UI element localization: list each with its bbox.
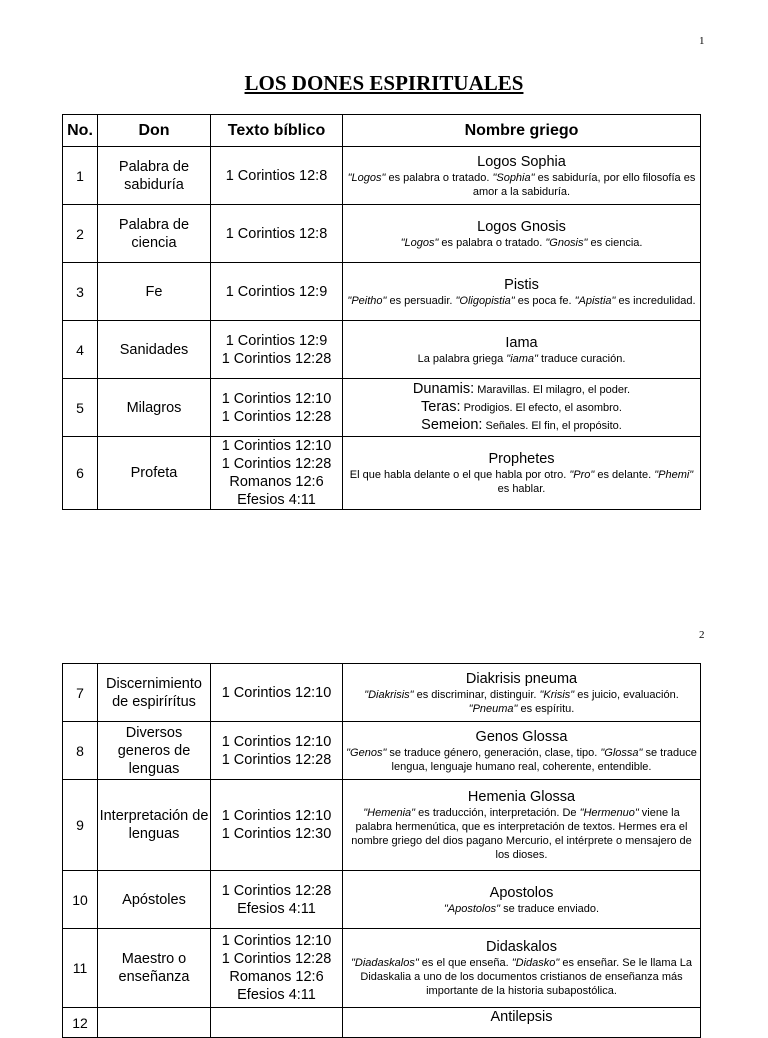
- bible-reference: 1 Corintios 12:28: [221, 408, 332, 425]
- bible-texts: [211, 263, 343, 321]
- bible-reference: Romanos 12:6: [229, 969, 324, 985]
- bible-reference: 1 Corintios 12:10: [221, 684, 332, 701]
- description-text: "Genos": [346, 746, 387, 759]
- description-text: "Hermenuo": [579, 807, 639, 819]
- table-row: [63, 871, 701, 929]
- bible-texts: [211, 437, 343, 510]
- bible-reference: 1 Corintios 12:10: [221, 390, 332, 407]
- bible-reference: 1 Corintios 12:28: [221, 350, 332, 367]
- table-row: [63, 722, 701, 780]
- bible-reference: Romanos 12:6: [229, 474, 324, 490]
- bible-reference: 1 Corintios 12:10: [221, 808, 332, 824]
- description-text: "Oligopistia": [455, 294, 515, 307]
- greek-name: Logos Gnosis: [477, 218, 566, 235]
- description-text: "Pro": [569, 469, 595, 481]
- greek-description: [344, 806, 699, 862]
- description-text: es el que enseña.: [418, 957, 512, 969]
- gift-name: Palabra de sabiduría: [98, 147, 211, 205]
- row-number: 12: [63, 1008, 98, 1038]
- gift-name: [98, 1008, 211, 1038]
- bible-reference: 1 Corintios 12:28: [221, 951, 332, 967]
- greek-term-meaning: Señales. El fin, el propósito.: [482, 419, 622, 432]
- description-text: se traduce género, generación, clase, tipo.: [386, 746, 601, 759]
- bible-reference: 1 Corintios 12:28: [221, 882, 332, 899]
- gift-name: Palabra de ciencia: [98, 205, 211, 263]
- description-text: "Phemi": [654, 469, 694, 481]
- bible-texts: [211, 147, 343, 205]
- greek-term: Semeion:: [421, 416, 483, 433]
- bible-texts: [211, 871, 343, 929]
- row-number: 9: [63, 780, 98, 871]
- bible-texts: [211, 929, 343, 1008]
- bible-reference: 1 Corintios 12:8: [225, 225, 328, 242]
- description-text: La palabra griega: [417, 352, 507, 365]
- row-number: 4: [63, 321, 98, 379]
- greek-name-cell: [343, 379, 701, 437]
- description-text: es palabra o tratado.: [438, 236, 546, 249]
- description-text: se traduce lengua, lenguaje humano real, coherente, entendible.: [391, 746, 697, 773]
- description-text: es traducción, interpretación. De: [415, 807, 580, 819]
- bible-texts: [211, 664, 343, 722]
- row-number: 3: [63, 263, 98, 321]
- description-text: es juicio, evaluación.: [574, 688, 679, 701]
- description-text: El que habla delante o el que habla por otro.: [349, 469, 570, 481]
- table-row: [63, 321, 701, 379]
- row-number: 7: [63, 664, 98, 722]
- greek-name-cell: [343, 321, 701, 379]
- greek-name-cell: [343, 205, 701, 263]
- description-text: "Glossa": [600, 746, 643, 759]
- row-number: 10: [63, 871, 98, 929]
- description-text: es hablar.: [497, 483, 546, 495]
- bible-reference: 1 Corintios 12:9: [225, 283, 328, 300]
- greek-name: Apostolos: [489, 884, 554, 901]
- greek-name-cell: [343, 437, 701, 510]
- greek-description: [344, 902, 699, 916]
- description-text: "Diakrisis": [364, 688, 414, 701]
- gift-name: Interpretación de lenguas: [98, 780, 211, 871]
- column-header-3: Texto bíblico: [211, 115, 343, 147]
- gift-name: Discernimiento de espirírítus: [98, 664, 211, 722]
- greek-term: Dunamis:: [412, 380, 475, 397]
- bible-reference: Efesios 4:11: [237, 900, 316, 917]
- bible-reference: 1 Corintios 12:10: [221, 933, 332, 949]
- bible-reference: 1 Corintios 12:30: [221, 826, 332, 842]
- description-text: "Diadaskalos": [351, 957, 419, 969]
- table-row: [63, 147, 701, 205]
- greek-name-cell: [343, 780, 701, 871]
- greek-description: [344, 688, 699, 716]
- bible-reference: 1 Corintios 12:8: [225, 167, 328, 184]
- description-text: "Sophia": [492, 171, 535, 184]
- table-row: [63, 929, 701, 1008]
- greek-name: Prophetes: [488, 451, 555, 467]
- row-number: 11: [63, 929, 98, 1008]
- description-text: "Apostolos": [443, 902, 501, 915]
- description-text: es delante.: [594, 469, 655, 481]
- gifts-table-page-2: [62, 663, 701, 1038]
- description-text: "iama": [506, 352, 538, 365]
- description-text: es sabiduría, por ello filosofía es amor a la sabiduría.: [472, 171, 696, 198]
- greek-name: Hemenia Glossa: [467, 789, 576, 805]
- greek-name-cell: [343, 263, 701, 321]
- greek-name: Antilepsis: [490, 1009, 553, 1025]
- description-text: "Logos": [347, 171, 386, 184]
- bible-reference: 1 Corintios 12:28: [221, 456, 332, 472]
- row-number: 1: [63, 147, 98, 205]
- table-row: [63, 205, 701, 263]
- bible-texts: [211, 379, 343, 437]
- table-header-row: [63, 115, 701, 147]
- document-title: LOS DONES ESPIRITUALES: [244, 71, 524, 95]
- greek-term-meaning: Prodigios. El efecto, el asombro.: [460, 401, 622, 414]
- description-text: traduce curación.: [537, 352, 626, 365]
- greek-term-line: [344, 381, 699, 399]
- greek-name-cell: [343, 664, 701, 722]
- description-text: es poca fe.: [514, 294, 575, 307]
- gifts-table-page-1: [62, 114, 701, 510]
- table-row: [63, 437, 701, 510]
- gift-name: Milagros: [98, 379, 211, 437]
- bible-reference: 1 Corintios 12:10: [221, 733, 332, 750]
- bible-reference: 1 Corintios 12:28: [221, 751, 332, 768]
- greek-name: Iama: [505, 334, 538, 351]
- description-text: es ciencia.: [587, 236, 643, 249]
- page-number: 1: [699, 35, 705, 47]
- greek-name: Didaskalos: [486, 939, 557, 955]
- greek-description: [344, 956, 699, 998]
- bible-reference: Efesios 4:11: [237, 492, 316, 508]
- greek-name-cell: [343, 929, 701, 1008]
- bible-reference: Efesios 4:11: [237, 987, 316, 1003]
- greek-name-cell: [343, 1008, 701, 1038]
- greek-name: Logos Sophia: [477, 153, 566, 170]
- description-text: es enseñar. Se le llama La Didaskalia a uno de los documentos cristianos de enseñanza más importante de la historia subapostólica.: [360, 957, 692, 997]
- bible-texts: [211, 321, 343, 379]
- greek-description: [344, 236, 699, 250]
- row-number: 8: [63, 722, 98, 780]
- table-row: [63, 780, 701, 871]
- greek-description: [344, 171, 699, 199]
- description-text: se traduce enviado.: [500, 902, 600, 915]
- row-number: 5: [63, 379, 98, 437]
- greek-name: Pistis: [504, 276, 539, 293]
- table-row: [63, 263, 701, 321]
- description-text: "Krisis": [539, 688, 575, 701]
- greek-term-meaning: Maravillas. El milagro, el poder.: [474, 383, 631, 396]
- greek-term: Teras:: [421, 398, 461, 415]
- row-number: 2: [63, 205, 98, 263]
- greek-term-line: [344, 417, 699, 435]
- bible-texts: [211, 205, 343, 263]
- bible-texts: [211, 1008, 343, 1038]
- greek-description: [344, 294, 699, 308]
- description-text: "Hemenia": [363, 807, 416, 819]
- greek-name-cell: [343, 147, 701, 205]
- table-row: [63, 664, 701, 722]
- gift-name: Sanidades: [98, 321, 211, 379]
- description-text: "Didasko": [511, 957, 560, 969]
- page-number: 2: [699, 629, 705, 641]
- description-text: "Gnosis": [545, 236, 588, 249]
- column-header-2: Don: [98, 115, 211, 147]
- description-text: "Apistia": [574, 294, 616, 307]
- gift-name: Apóstoles: [98, 871, 211, 929]
- description-text: "Peitho": [347, 294, 387, 307]
- greek-term-line: [344, 399, 699, 417]
- description-text: es incredulidad.: [615, 294, 696, 307]
- gift-name: Maestro o enseñanza: [98, 929, 211, 1008]
- row-number: 6: [63, 437, 98, 510]
- column-header-4: Nombre griego: [343, 115, 701, 147]
- description-text: viene la palabra hermenútica, que es interpretación de textos. Hermes era el nombre griego del dios pagano Mercurio, el intérprete o mensajero de los dioses.: [351, 807, 692, 861]
- gift-name: Fe: [98, 263, 211, 321]
- table-row: [63, 379, 701, 437]
- bible-texts: [211, 780, 343, 871]
- description-text: es persuadir.: [386, 294, 456, 307]
- greek-description: [344, 352, 699, 366]
- description-text: "Logos": [400, 236, 439, 249]
- gift-name: Diversos generos de lenguas: [98, 722, 211, 780]
- greek-name-cell: [343, 871, 701, 929]
- column-header-1: No.: [63, 115, 98, 147]
- bible-reference: 1 Corintios 12:9: [225, 332, 328, 349]
- greek-description: [344, 746, 699, 774]
- bible-reference: 1 Corintios 12:10: [221, 438, 332, 454]
- description-text: es espíritu.: [517, 702, 575, 715]
- greek-name-cell: [343, 722, 701, 780]
- description-text: es palabra o tratado.: [385, 171, 493, 184]
- gift-name: Profeta: [98, 437, 211, 510]
- description-text: "Pneuma": [468, 702, 518, 715]
- greek-name: Genos Glossa: [475, 728, 568, 745]
- table-row: [63, 1008, 701, 1038]
- description-text: es discriminar, distinguir.: [413, 688, 540, 701]
- greek-name: Diakrisis pneuma: [465, 670, 578, 687]
- greek-description: [344, 468, 699, 496]
- bible-texts: [211, 722, 343, 780]
